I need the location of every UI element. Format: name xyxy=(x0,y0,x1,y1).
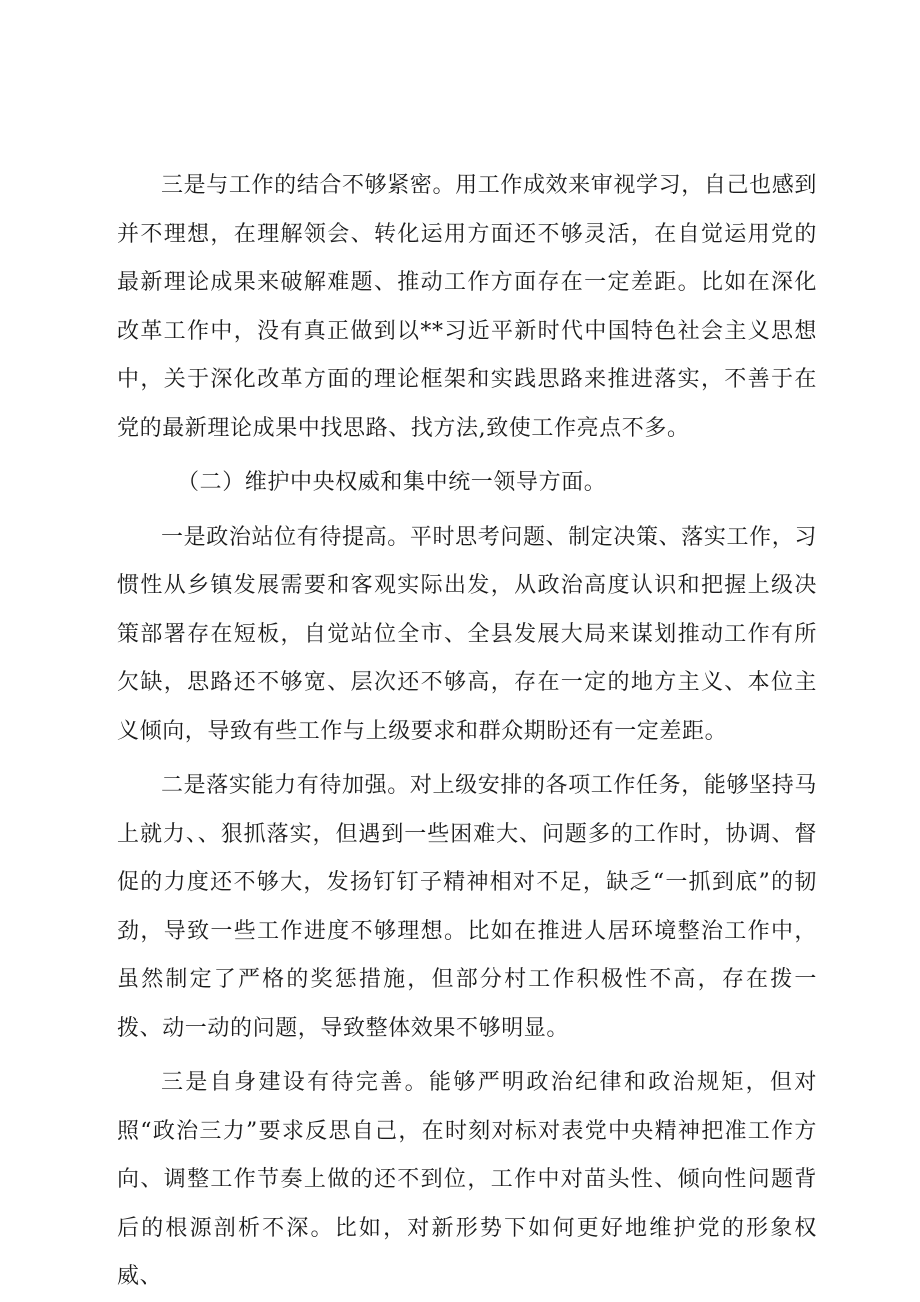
paragraph-integration-with-work: 三是与工作的结合不够紧密。用工作成效来审视学习，自己也感到并不理想，在理解领会、转化运用方面还不够灵活，在自觉运用党的最新理论成果来破解难题、推动工作方面存在一定差距。比如在深化改革工作中，没有真正做到以**习近平新时代中国特色社会主义思想中，关于深化改革方面的理论框架和实践思路来推进落实，不善于在党的最新理论成果中找思路、找方法,致使工作亮点不多。 xyxy=(117,173,817,441)
document-body xyxy=(117,162,817,1302)
paragraph-implementation-ability: 二是落实能力有待加强。对上级安排的各项工作任务，能够坚持马上就力、、狠抓落实，但遇到一些困难大、问题多的工作时，协调、督促的力度还不够大，发扬钉钉子精神相对不足，缺乏“一抓到底”的韧劲，导致一些工作进度不够理想。比如在推进人居环境整治工作中，虽然制定了严格的奖惩措施，但部分村工作积极性不高，存在拨一拨、动一动的问题，导致整体效果不够明显。 xyxy=(117,773,817,1041)
paragraph-political-stance: 一是政治站位有待提高。平时思考问题、制定决策、落实工作，习惯性从乡镇发展需要和客观实际出发，从政治高度认识和把握上级决策部署存在短板，自觉站位全市、全县发展大局来谋划推动工作有所欠缺，思路还不够宽、层次还不够高，存在一定的地方主义、本位主义倾向，导致有些工作与上级要求和群众期盼还有一定差距。 xyxy=(117,524,817,744)
paragraph-self-construction: 三是自身建设有待完善。能够严明政治纪律和政治规矩，但对照“政治三力”要求反思自己，在时刻对标对表党中央精神把准工作方向、调整工作节奏上做的还不到位，工作中对苗头性、倾向性问题背后的根源剖析不深。比如，对新形势下如何更好地维护党的形象权威、 xyxy=(117,1070,817,1289)
section-heading-central-authority: （二）维护中央权威和集中统一领导方面。 xyxy=(177,470,607,495)
